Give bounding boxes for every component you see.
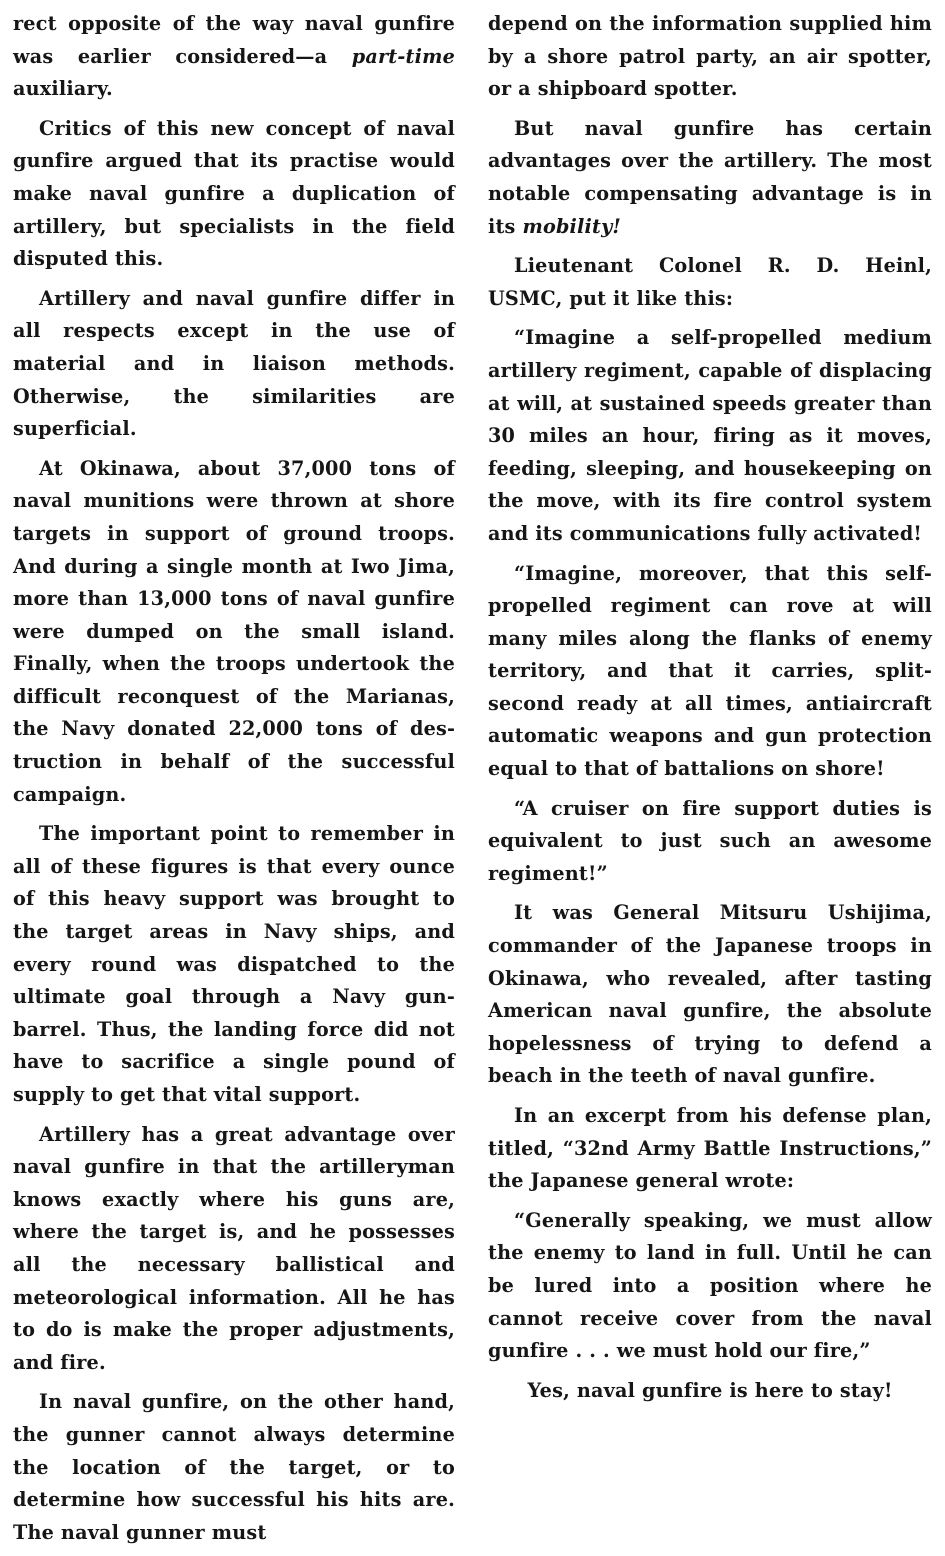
paragraph — [13, 8, 455, 106]
text-run: rect opposite of the way naval gunfire was earlier considered—a — [13, 12, 455, 68]
quote-paragraph: “Imagine a self-propelled medium artillery regiment, capable of displacing at will, at sustained speeds greater than 30 miles an hour, firing as it moves, feeding, sleeping, and housekeeping on the move, with its fire control system and its communications fully activated! — [488, 326, 932, 545]
paragraph: The important point to remember in all of these figures is that every ounce of this heavy support was brought to the target areas in Navy ships, and every round was dispatched to the ultimate goal through a Navy gun-barrel. Thus, the landing force did not have to sacrifice a single pound of supply to get that vital support. — [13, 822, 455, 1106]
text-run: auxiliary. — [13, 77, 113, 101]
paragraph: It was General Mitsuru Ushijima, commander of the Japanese troops in Okinawa, who revealed, after tasting American naval gunfire, the absolute hopelessness of trying to defend a beach in the teeth of naval gunfire. — [488, 901, 932, 1088]
paragraph: In naval gunfire, on the other hand, the gunner cannot always determine the location of the target, or to determine how successful his hits are. The naval gunner must — [13, 1390, 455, 1544]
paragraph: In an excerpt from his defense plan, titled, “32nd Army Battle Instructions,” the Japanese general wrote: — [488, 1104, 932, 1193]
emphasis-text: mobility! — [522, 214, 622, 238]
paragraph: At Okinawa, about 37,000 tons of naval munitions were thrown at shore targets in support of ground troops. And during a single month at Iwo Jima, more than 13,000 tons of naval gunfire were dumped on the small island. Finally, when the troops undertook the difficult reconquest of the Marianas, the Navy donated 22,000 tons of destruction in behalf of the successful campaign. — [13, 456, 455, 806]
right-column — [488, 8, 932, 1414]
quote-paragraph: “Generally speaking, we must allow the enemy to land in full. Until he can be lured into a position where he cannot receive cover from the naval gunfire . . . we must hold our fire,” — [488, 1208, 932, 1363]
paragraph: Artillery has a great advantage over naval gunfire in that the artilleryman knows exactly where his guns are, where the target is, and he possesses all the necessary ballistical and meteorological information. All he has to do is make the proper adjustments, and fire. — [13, 1122, 455, 1374]
paragraph: depend on the information supplied him by a shore patrol party, an air spotter, or a shipboard spotter. — [488, 12, 932, 101]
quote-paragraph: “Imagine, moreover, that this self-propelled regiment can rove at will many miles along the flanks of enemy territory, and that it carries, split-second ready at all times, antiaircraft automatic weapons and gun protection equal to that of battalions on shore! — [488, 561, 932, 781]
paragraph: Lieutenant Colonel R. D. Heinl, USMC, put it like this: — [488, 254, 932, 310]
closing-line: Yes, naval gunfire is here to stay! — [527, 1378, 893, 1402]
text-run: But naval gunfire has certain advantages over the artillery. The most notable compensating advantage is in its — [488, 116, 932, 238]
emphasis-text: part-time — [351, 44, 455, 68]
paragraph: Critics of this new concept of naval gunfire argued that its practise would make naval gunfire a duplication of artillery, but specialists in the field disputed this. — [13, 116, 455, 271]
paragraph — [488, 113, 932, 243]
quote-paragraph: “A cruiser on fire support duties is equivalent to just such an awesome regiment!” — [488, 796, 932, 885]
paragraph: Artillery and naval gunfire differ in all respects except in the use of material and in liaison methods. Otherwise, the similarities are superficial. — [13, 286, 455, 441]
